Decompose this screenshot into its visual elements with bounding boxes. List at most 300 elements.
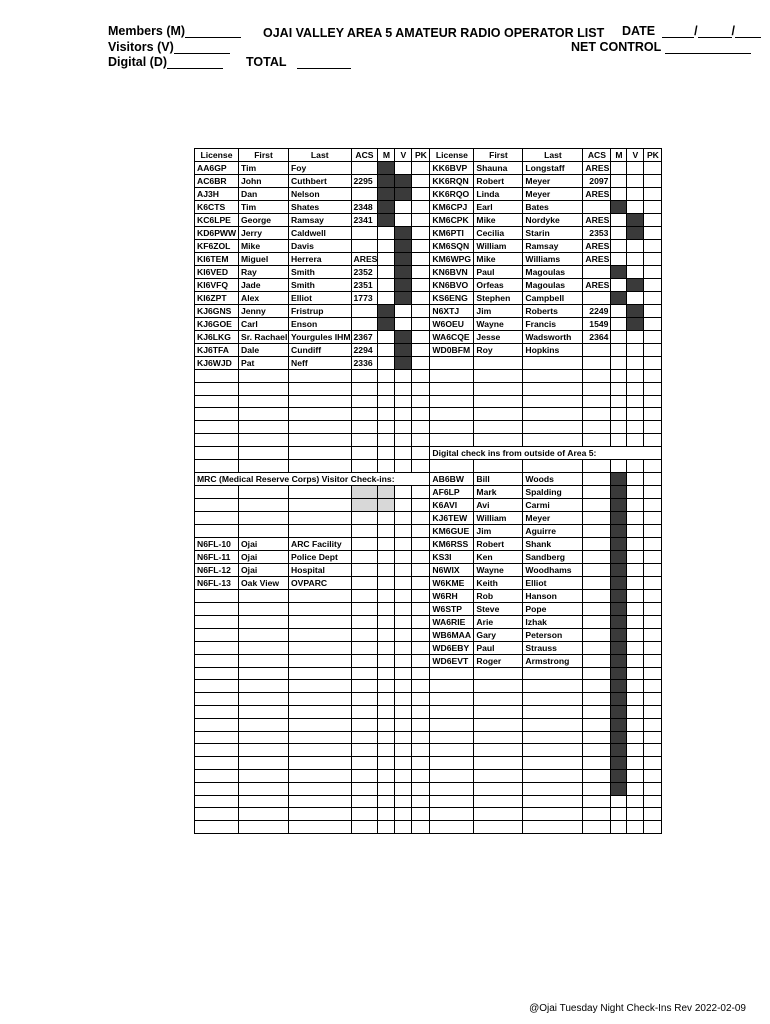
empty-cell[interactable] [644, 680, 662, 693]
empty-cell[interactable] [611, 744, 627, 757]
empty-cell[interactable] [627, 821, 644, 834]
empty-cell[interactable] [378, 446, 395, 459]
empty-cell[interactable] [239, 628, 289, 641]
empty-cell[interactable] [239, 705, 289, 718]
empty-cell[interactable] [351, 628, 378, 641]
empty-cell[interactable] [627, 408, 644, 421]
empty-cell[interactable] [351, 769, 378, 782]
empty-cell[interactable] [474, 395, 523, 408]
empty-cell[interactable] [523, 769, 583, 782]
empty-cell[interactable] [474, 667, 523, 680]
empty-cell[interactable] [195, 370, 239, 383]
empty-cell[interactable] [289, 718, 352, 731]
empty-cell[interactable] [195, 524, 239, 537]
empty-cell[interactable] [474, 757, 523, 770]
empty-cell[interactable] [378, 615, 395, 628]
empty-cell[interactable] [412, 421, 430, 434]
empty-cell[interactable] [523, 744, 583, 757]
empty-cell[interactable] [583, 705, 611, 718]
acs-cell[interactable] [583, 550, 611, 563]
empty-cell[interactable] [611, 395, 627, 408]
empty-cell[interactable] [627, 782, 644, 795]
empty-cell[interactable] [627, 744, 644, 757]
empty-cell[interactable] [412, 485, 430, 498]
empty-cell[interactable] [627, 667, 644, 680]
empty-cell[interactable] [583, 382, 611, 395]
visitor-check-cell[interactable] [395, 576, 412, 589]
pk-check-cell[interactable] [644, 331, 662, 344]
pk-check-cell[interactable] [412, 344, 430, 357]
visitor-check-cell[interactable] [395, 563, 412, 576]
empty-cell[interactable] [583, 718, 611, 731]
empty-cell[interactable] [378, 718, 395, 731]
empty-cell[interactable] [474, 680, 523, 693]
empty-cell[interactable] [627, 459, 644, 472]
empty-cell[interactable] [378, 370, 395, 383]
empty-cell[interactable] [289, 693, 352, 706]
empty-cell[interactable] [474, 808, 523, 821]
empty-cell[interactable] [195, 433, 239, 446]
empty-cell[interactable] [195, 421, 239, 434]
empty-cell[interactable] [378, 459, 395, 472]
acs-cell[interactable] [583, 485, 611, 498]
visitor-check-cell[interactable] [627, 524, 644, 537]
digital-count-field[interactable] [167, 68, 223, 69]
member-check-cell[interactable] [378, 240, 395, 253]
empty-cell[interactable] [611, 705, 627, 718]
visitor-check-cell[interactable] [395, 537, 412, 550]
empty-cell[interactable] [412, 459, 430, 472]
pk-check-cell[interactable] [644, 641, 662, 654]
empty-cell[interactable] [351, 421, 378, 434]
acs-cell[interactable] [583, 472, 611, 485]
empty-cell[interactable] [195, 731, 239, 744]
pk-check-cell[interactable] [644, 279, 662, 292]
empty-cell[interactable] [430, 718, 474, 731]
empty-cell[interactable] [351, 808, 378, 821]
empty-cell[interactable] [351, 705, 378, 718]
empty-cell[interactable] [195, 641, 239, 654]
empty-cell[interactable] [412, 641, 430, 654]
empty-cell[interactable] [351, 641, 378, 654]
empty-cell[interactable] [583, 821, 611, 834]
pk-check-cell[interactable] [644, 576, 662, 589]
empty-cell[interactable] [644, 757, 662, 770]
empty-cell[interactable] [395, 795, 412, 808]
empty-cell[interactable] [611, 680, 627, 693]
empty-cell[interactable] [611, 693, 627, 706]
visitor-check-cell[interactable] [627, 602, 644, 615]
empty-cell[interactable] [239, 769, 289, 782]
empty-cell[interactable] [430, 795, 474, 808]
empty-cell[interactable] [583, 421, 611, 434]
empty-cell[interactable] [523, 821, 583, 834]
empty-cell[interactable] [412, 693, 430, 706]
empty-cell[interactable] [378, 382, 395, 395]
empty-cell[interactable] [351, 485, 378, 498]
member-check-cell[interactable] [378, 227, 395, 240]
visitor-check-cell[interactable] [395, 305, 412, 318]
empty-cell[interactable] [195, 589, 239, 602]
empty-cell[interactable] [289, 782, 352, 795]
empty-cell[interactable] [289, 731, 352, 744]
empty-cell[interactable] [395, 589, 412, 602]
empty-cell[interactable] [430, 357, 474, 370]
pk-check-cell[interactable] [644, 550, 662, 563]
empty-cell[interactable] [627, 795, 644, 808]
empty-cell[interactable] [395, 693, 412, 706]
empty-cell[interactable] [239, 782, 289, 795]
empty-cell[interactable] [351, 382, 378, 395]
empty-cell[interactable] [239, 731, 289, 744]
member-check-cell[interactable] [611, 253, 627, 266]
pk-check-cell[interactable] [412, 331, 430, 344]
visitor-check-cell[interactable] [395, 201, 412, 214]
member-check-cell[interactable] [611, 331, 627, 344]
empty-cell[interactable] [351, 744, 378, 757]
empty-cell[interactable] [195, 821, 239, 834]
empty-cell[interactable] [195, 408, 239, 421]
pk-check-cell[interactable] [412, 537, 430, 550]
empty-cell[interactable] [378, 680, 395, 693]
empty-cell[interactable] [239, 757, 289, 770]
empty-cell[interactable] [239, 446, 289, 459]
empty-cell[interactable] [378, 821, 395, 834]
empty-cell[interactable] [195, 459, 239, 472]
empty-cell[interactable] [523, 795, 583, 808]
empty-cell[interactable] [351, 446, 378, 459]
members-count-field[interactable] [185, 37, 241, 38]
empty-cell[interactable] [289, 628, 352, 641]
member-check-cell[interactable] [378, 279, 395, 292]
empty-cell[interactable] [627, 705, 644, 718]
empty-cell[interactable] [195, 680, 239, 693]
empty-cell[interactable] [195, 744, 239, 757]
empty-cell[interactable] [239, 395, 289, 408]
empty-cell[interactable] [239, 667, 289, 680]
empty-cell[interactable] [611, 718, 627, 731]
empty-cell[interactable] [289, 421, 352, 434]
empty-cell[interactable] [378, 498, 395, 511]
empty-cell[interactable] [412, 602, 430, 615]
empty-cell[interactable] [351, 433, 378, 446]
empty-cell[interactable] [378, 511, 395, 524]
empty-cell[interactable] [378, 589, 395, 602]
empty-cell[interactable] [412, 731, 430, 744]
empty-cell[interactable] [289, 511, 352, 524]
empty-cell[interactable] [195, 382, 239, 395]
empty-cell[interactable] [289, 808, 352, 821]
empty-cell[interactable] [611, 421, 627, 434]
empty-cell[interactable] [195, 615, 239, 628]
member-check-cell[interactable] [611, 279, 627, 292]
empty-cell[interactable] [474, 370, 523, 383]
empty-cell[interactable] [195, 667, 239, 680]
empty-cell[interactable] [611, 769, 627, 782]
empty-cell[interactable] [523, 731, 583, 744]
empty-cell[interactable] [430, 459, 474, 472]
member-check-cell[interactable] [378, 537, 395, 550]
empty-cell[interactable] [289, 667, 352, 680]
empty-cell[interactable] [430, 433, 474, 446]
visitor-check-cell[interactable] [395, 214, 412, 227]
empty-cell[interactable] [611, 408, 627, 421]
empty-cell[interactable] [412, 589, 430, 602]
empty-cell[interactable] [289, 498, 352, 511]
pk-check-cell[interactable] [412, 253, 430, 266]
empty-cell[interactable] [378, 757, 395, 770]
empty-cell[interactable] [351, 511, 378, 524]
pk-check-cell[interactable] [644, 563, 662, 576]
empty-cell[interactable] [395, 395, 412, 408]
empty-cell[interactable] [351, 654, 378, 667]
empty-cell[interactable] [289, 382, 352, 395]
pk-check-cell[interactable] [412, 318, 430, 331]
visitor-check-cell[interactable] [627, 266, 644, 279]
empty-cell[interactable] [474, 459, 523, 472]
empty-cell[interactable] [583, 808, 611, 821]
pk-check-cell[interactable] [644, 524, 662, 537]
empty-cell[interactable] [395, 602, 412, 615]
acs-cell[interactable] [583, 511, 611, 524]
empty-cell[interactable] [611, 370, 627, 383]
empty-cell[interactable] [523, 370, 583, 383]
empty-cell[interactable] [239, 615, 289, 628]
member-check-cell[interactable] [611, 240, 627, 253]
empty-cell[interactable] [395, 382, 412, 395]
empty-cell[interactable] [611, 731, 627, 744]
visitor-check-cell[interactable] [627, 576, 644, 589]
visitor-check-cell[interactable] [627, 563, 644, 576]
empty-cell[interactable] [412, 680, 430, 693]
member-check-cell[interactable] [378, 357, 395, 370]
empty-cell[interactable] [239, 459, 289, 472]
empty-cell[interactable] [195, 446, 239, 459]
empty-cell[interactable] [523, 459, 583, 472]
empty-cell[interactable] [523, 705, 583, 718]
empty-cell[interactable] [430, 731, 474, 744]
empty-cell[interactable] [289, 446, 352, 459]
visitor-check-cell[interactable] [395, 550, 412, 563]
empty-cell[interactable] [289, 370, 352, 383]
empty-cell[interactable] [523, 782, 583, 795]
empty-cell[interactable] [474, 693, 523, 706]
pk-check-cell[interactable] [644, 188, 662, 201]
pk-check-cell[interactable] [644, 344, 662, 357]
pk-check-cell[interactable] [644, 654, 662, 667]
empty-cell[interactable] [195, 808, 239, 821]
empty-cell[interactable] [644, 370, 662, 383]
empty-cell[interactable] [239, 485, 289, 498]
empty-cell[interactable] [474, 795, 523, 808]
empty-cell[interactable] [395, 654, 412, 667]
pk-check-cell[interactable] [644, 175, 662, 188]
empty-cell[interactable] [474, 731, 523, 744]
visitor-check-cell[interactable] [627, 628, 644, 641]
empty-cell[interactable] [583, 731, 611, 744]
empty-cell[interactable] [430, 769, 474, 782]
empty-cell[interactable] [195, 602, 239, 615]
empty-cell[interactable] [627, 370, 644, 383]
empty-cell[interactable] [412, 498, 430, 511]
empty-cell[interactable] [523, 667, 583, 680]
empty-cell[interactable] [644, 782, 662, 795]
empty-cell[interactable] [378, 782, 395, 795]
empty-cell[interactable] [474, 357, 523, 370]
empty-cell[interactable] [474, 421, 523, 434]
empty-cell[interactable] [474, 382, 523, 395]
empty-cell[interactable] [239, 641, 289, 654]
empty-cell[interactable] [430, 395, 474, 408]
empty-cell[interactable] [289, 757, 352, 770]
pk-check-cell[interactable] [412, 162, 430, 175]
empty-cell[interactable] [239, 421, 289, 434]
date-year-field[interactable] [735, 37, 761, 38]
empty-cell[interactable] [289, 680, 352, 693]
empty-cell[interactable] [378, 524, 395, 537]
empty-cell[interactable] [351, 795, 378, 808]
visitor-check-cell[interactable] [627, 537, 644, 550]
acs-cell[interactable] [351, 576, 378, 589]
pk-check-cell[interactable] [644, 292, 662, 305]
empty-cell[interactable] [430, 667, 474, 680]
empty-cell[interactable] [289, 459, 352, 472]
empty-cell[interactable] [627, 808, 644, 821]
empty-cell[interactable] [378, 667, 395, 680]
empty-cell[interactable] [395, 615, 412, 628]
empty-cell[interactable] [289, 641, 352, 654]
empty-cell[interactable] [583, 795, 611, 808]
empty-cell[interactable] [523, 433, 583, 446]
visitor-check-cell[interactable] [395, 162, 412, 175]
empty-cell[interactable] [289, 408, 352, 421]
pk-check-cell[interactable] [644, 498, 662, 511]
empty-cell[interactable] [395, 718, 412, 731]
empty-cell[interactable] [430, 382, 474, 395]
empty-cell[interactable] [289, 615, 352, 628]
visitor-check-cell[interactable] [627, 253, 644, 266]
member-check-cell[interactable] [378, 550, 395, 563]
empty-cell[interactable] [474, 769, 523, 782]
empty-cell[interactable] [351, 667, 378, 680]
acs-cell[interactable] [583, 524, 611, 537]
empty-cell[interactable] [412, 446, 430, 459]
empty-cell[interactable] [627, 433, 644, 446]
empty-cell[interactable] [289, 744, 352, 757]
empty-cell[interactable] [239, 498, 289, 511]
member-check-cell[interactable] [378, 292, 395, 305]
empty-cell[interactable] [289, 524, 352, 537]
empty-cell[interactable] [583, 459, 611, 472]
empty-cell[interactable] [583, 680, 611, 693]
visitors-count-field[interactable] [174, 53, 230, 54]
empty-cell[interactable] [195, 718, 239, 731]
empty-cell[interactable] [523, 357, 583, 370]
empty-cell[interactable] [412, 757, 430, 770]
empty-cell[interactable] [289, 769, 352, 782]
pk-check-cell[interactable] [644, 602, 662, 615]
empty-cell[interactable] [351, 370, 378, 383]
empty-cell[interactable] [583, 782, 611, 795]
empty-cell[interactable] [289, 589, 352, 602]
empty-cell[interactable] [611, 433, 627, 446]
empty-cell[interactable] [474, 433, 523, 446]
visitor-check-cell[interactable] [627, 162, 644, 175]
empty-cell[interactable] [430, 680, 474, 693]
empty-cell[interactable] [627, 769, 644, 782]
empty-cell[interactable] [644, 667, 662, 680]
empty-cell[interactable] [523, 421, 583, 434]
pk-check-cell[interactable] [644, 537, 662, 550]
visitor-check-cell[interactable] [627, 485, 644, 498]
visitor-check-cell[interactable] [627, 201, 644, 214]
pk-check-cell[interactable] [412, 576, 430, 589]
empty-cell[interactable] [412, 382, 430, 395]
empty-cell[interactable] [378, 769, 395, 782]
empty-cell[interactable] [627, 357, 644, 370]
empty-cell[interactable] [239, 718, 289, 731]
visitor-check-cell[interactable] [627, 511, 644, 524]
empty-cell[interactable] [351, 395, 378, 408]
empty-cell[interactable] [412, 705, 430, 718]
empty-cell[interactable] [412, 795, 430, 808]
empty-cell[interactable] [239, 821, 289, 834]
empty-cell[interactable] [523, 382, 583, 395]
empty-cell[interactable] [351, 589, 378, 602]
total-field[interactable] [297, 68, 351, 69]
empty-cell[interactable] [195, 782, 239, 795]
pk-check-cell[interactable] [644, 485, 662, 498]
empty-cell[interactable] [412, 718, 430, 731]
empty-cell[interactable] [395, 446, 412, 459]
date-day-field[interactable] [698, 37, 732, 38]
member-check-cell[interactable] [378, 576, 395, 589]
empty-cell[interactable] [430, 421, 474, 434]
empty-cell[interactable] [195, 395, 239, 408]
empty-cell[interactable] [395, 421, 412, 434]
date-month-field[interactable] [662, 37, 694, 38]
empty-cell[interactable] [644, 795, 662, 808]
empty-cell[interactable] [430, 705, 474, 718]
visitor-check-cell[interactable] [627, 498, 644, 511]
empty-cell[interactable] [378, 654, 395, 667]
empty-cell[interactable] [523, 395, 583, 408]
empty-cell[interactable] [351, 718, 378, 731]
visitor-check-cell[interactable] [627, 344, 644, 357]
empty-cell[interactable] [627, 680, 644, 693]
member-check-cell[interactable] [611, 344, 627, 357]
pk-check-cell[interactable] [644, 305, 662, 318]
empty-cell[interactable] [583, 769, 611, 782]
acs-cell[interactable] [351, 563, 378, 576]
empty-cell[interactable] [351, 821, 378, 834]
empty-cell[interactable] [239, 744, 289, 757]
visitor-check-cell[interactable] [627, 550, 644, 563]
empty-cell[interactable] [474, 408, 523, 421]
empty-cell[interactable] [611, 795, 627, 808]
empty-cell[interactable] [378, 795, 395, 808]
empty-cell[interactable] [378, 395, 395, 408]
empty-cell[interactable] [430, 808, 474, 821]
pk-check-cell[interactable] [644, 472, 662, 485]
empty-cell[interactable] [395, 705, 412, 718]
visitor-check-cell[interactable] [627, 240, 644, 253]
empty-cell[interactable] [395, 731, 412, 744]
empty-cell[interactable] [395, 680, 412, 693]
empty-cell[interactable] [412, 654, 430, 667]
empty-cell[interactable] [627, 382, 644, 395]
empty-cell[interactable] [412, 524, 430, 537]
